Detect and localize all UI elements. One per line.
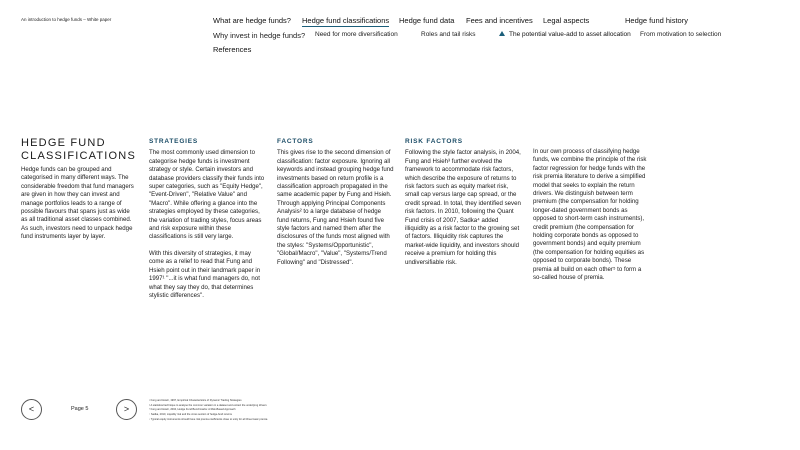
footnote-4: ⁴ Sadka, 2010, Liquidity risk and the cross section of hedge-fund returns bbox=[149, 413, 232, 417]
strategies-paragraph-2: With this diversity of strategies, it may come as a relief to read that Fung and Hsieh point out in their landmark paper in 1997¹ "...it is what fund managers do, not what they say they do, that determines stylistic differences". bbox=[149, 249, 261, 299]
risk-factors-paragraph-1: Following the style factor analysis, in 2004, Fung and Hsieh³ further evolved the framework to accommodate risk factors, which describe the exposure of returns to risk factors such as equity market risk, small cap versus large cap spread, or the credit spread. In total, they identified seven risk factors. In 2010, following the Quant Fund crisis of 2007, Sadka⁴ added illiquidity as a risk factor to the growing set of factors. Illiquidity risk captures the market-wide liquidity, and investors should receive a premium for holding this undiversifiable risk. bbox=[405, 149, 521, 266]
document-title: An introduction to hedge funds – White paper bbox=[21, 17, 112, 22]
footnote-1: ¹ Fung and Hsieh, 1997, Empirical Characteristics of Dynamic Trading Strategies bbox=[149, 399, 242, 402]
footnote-3: ³ Fung and Hsieh, 2004, Hedge Fund Benchmarks: A Risk-Based Approach bbox=[149, 408, 236, 412]
nav-what-are-hedge-funds[interactable]: What are hedge funds? bbox=[213, 16, 291, 25]
strategies-heading: STRATEGIES bbox=[149, 138, 199, 145]
nav-hedge-fund-history[interactable]: Hedge fund history bbox=[625, 16, 688, 25]
subnav-motivation-to-selection[interactable]: From motivation to selection bbox=[640, 31, 722, 38]
nav-legal-aspects[interactable]: Legal aspects bbox=[543, 16, 590, 25]
next-page-button[interactable]: > bbox=[116, 399, 137, 420]
risk-factors-heading: RISK FACTORS bbox=[405, 138, 463, 145]
subnav-roles-and-tail-risks[interactable]: Roles and tail risks bbox=[421, 31, 476, 38]
factors-heading: FACTORS bbox=[277, 138, 314, 145]
nav-hedge-fund-classifications[interactable]: Hedge fund classifications bbox=[302, 16, 390, 25]
factors-paragraph-1: This gives rise to the second dimension of classification: factor exposure. Ignoring all keywords and instead grouping hedge fund investments based on return profile is a classification approach propagated in the same academic paper by Fung and Hsieh. Through applying Principal Components Analysis² to a large database of hedge fund returns, Fung and Hsieh found five style factors and named them after the disclosures of the funds most aligned with the styles: "Systems/Opportunistic", "Global/Macro", "Value", "Systems/Trend Following" and "Distressed". bbox=[277, 149, 394, 266]
house-of-premia-column bbox=[533, 148, 650, 291]
nav-hedge-fund-data[interactable]: Hedge fund data bbox=[399, 16, 455, 25]
nav-why-invest[interactable]: Why invest in hedge funds? bbox=[213, 31, 306, 40]
nav-fees-and-incentives[interactable]: Fees and incentives bbox=[466, 16, 533, 25]
subnav-potential-value-add-label: The potential value-add to asset allocation bbox=[509, 31, 631, 38]
strategies-paragraph-1: The most commonly used dimension to categorise hedge funds is investment strategy or style. Certain investors and database providers classify their funds into super categories, such as "Equity Hedge", "Event-Driven", "Relative Value" and "Macro". While offering a glance into the strategies employed by these categories, the variation of trading styles, focus areas and risk exposure within these classifications is still very large. bbox=[149, 149, 265, 241]
footnote-5: ⁵ Typical equity instruments should have risk premia coefficients close to unity for all three basic premia bbox=[149, 417, 268, 421]
section-intro: Hedge funds can be grouped and categorised in many different ways. The considerable freedom that fund managers are given in how they can invest and manage portfolios leads to a range of possible flavours that spans just as wide as all traditional asset classes combined. As such, investors need to unpack hedge fund instruments layer by layer. bbox=[21, 166, 134, 241]
factors-column bbox=[277, 138, 394, 275]
house-of-premia-paragraph: In our own process of classifying hedge funds, we combine the principle of the risk factor regression for hedge funds with the risk premia literature to derive a simplified model that seeks to explain the return drivers. We distinguish between term premium (the compensation for holding longer-dated government bonds as opposed to short-term cash instruments), credit premium (the compensation for holding corporate bonds as opposed to government bonds) and equity premium (the compensation for holding equities as opposed to corporate bonds). These premia all build on each other⁵ to form a so-called house of premia. bbox=[533, 148, 647, 282]
page-number: Page 5 bbox=[71, 406, 89, 412]
triangle-icon bbox=[499, 31, 505, 36]
nav-references[interactable]: References bbox=[213, 45, 252, 54]
risk-factors-column bbox=[405, 138, 522, 275]
subnav-potential-value-add[interactable] bbox=[499, 31, 631, 38]
previous-page-button[interactable]: < bbox=[21, 399, 42, 420]
footnotes bbox=[149, 399, 369, 423]
footnote-2: ² A statistical technique to analyse the common variation in a dataset and extract the underlying drivers bbox=[149, 403, 267, 407]
section-title: HEDGE FUND CLASSIFICATIONS bbox=[21, 137, 136, 162]
strategies-column bbox=[149, 138, 267, 308]
subnav-need-for-diversification[interactable]: Need for more diversification bbox=[315, 31, 398, 38]
